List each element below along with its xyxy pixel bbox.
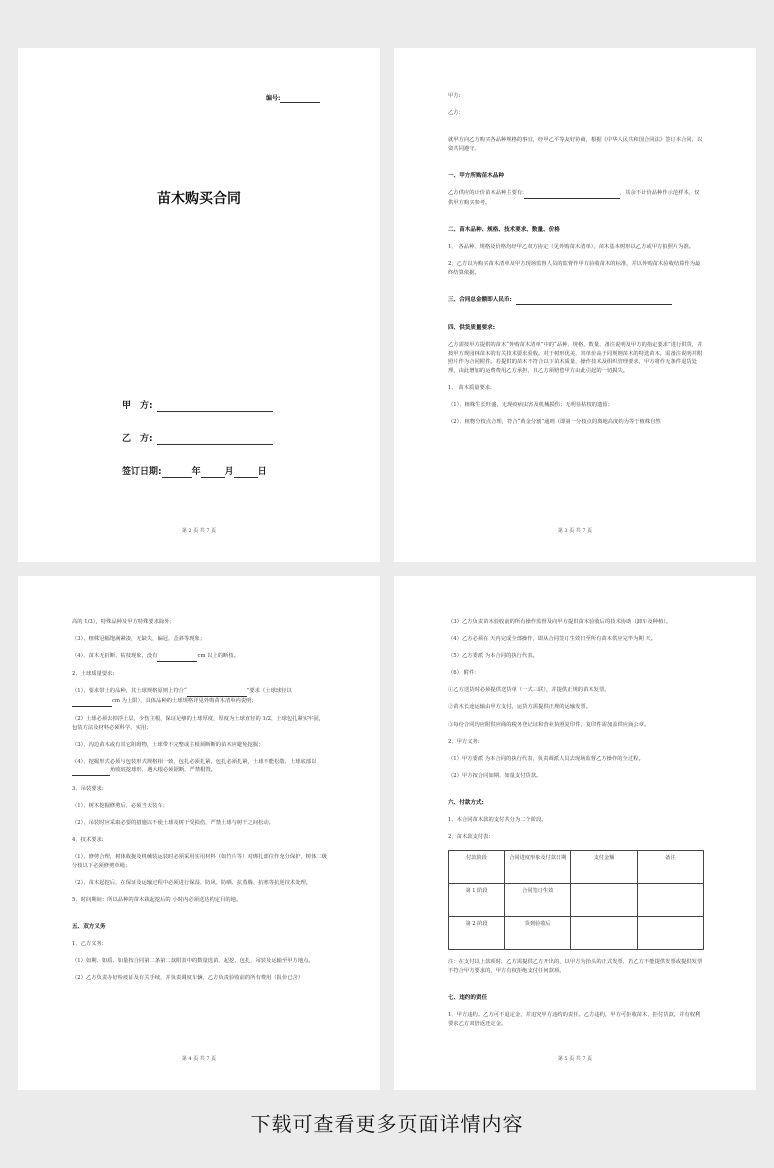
paragraph: （1）如期、如质、如量按合同第二条第二款附表中的数量选苗、起挖、包扎、吊装及运输至甲方地点。	[72, 958, 314, 965]
party-a-blank	[157, 401, 273, 412]
sign-date-label: 签订日期:	[122, 467, 162, 477]
party-b-blank	[157, 434, 273, 445]
contract-page-3	[18, 576, 380, 1090]
party-b-row	[122, 431, 273, 445]
paragraph: （3）、沟边苗木或有其它阻碍物，土球带不完整或主根须断断的苗木应避免挖掘；	[72, 741, 264, 748]
payment-table	[448, 850, 704, 950]
table-cell: 第 1 阶段	[449, 884, 505, 917]
paragraph: 高的 1/3），特殊品种及甲方特殊要求除外；	[72, 619, 175, 625]
table-cell: 第 2 阶段	[449, 917, 505, 950]
party-b-line: 乙方:	[448, 110, 461, 117]
page-body	[448, 92, 704, 435]
table-header-cell: 备注	[637, 851, 703, 884]
section-4-item-1: 1、 苗木质量要求:	[448, 384, 492, 391]
paragraph: 1、本合同苗木款的支付共分为二个阶段。	[448, 817, 547, 824]
section-1-text: 乙方供应的计价苗木品种主要有: ，其余不计价品种作示范样本，仅供甲方购买参考。	[448, 190, 700, 206]
section-4-item-1-1: （1）、植株生长旺盛，无现疫病虫害及机械损伤；无明显枯枝的遗留；	[448, 402, 613, 409]
table-header-cell: 付款阶段	[449, 851, 505, 884]
contract-page-2	[394, 48, 756, 562]
paragraph: （6） 附件:	[448, 670, 477, 677]
page-footer: 第 5 页 共 7 页	[557, 1056, 593, 1062]
table-cell	[637, 917, 703, 950]
year-label: 年	[191, 467, 201, 477]
paragraph: ①乙方送货时必须提供送货单（一式三联），并提供正规的苗木发票。	[448, 687, 610, 694]
paragraph: （1）、树木挖掘修剪后，必须当天装车；	[72, 802, 169, 809]
section-6-heading: 六、付款方式:	[448, 799, 484, 806]
paragraph: 5、时间期间：所以品种的苗木栽起挖后的 小时内必须送达约定目的地。	[72, 896, 242, 903]
paragraph: 2、甲方义务:	[448, 738, 480, 745]
day-label: 日	[257, 467, 267, 477]
section-3-heading: 三、合同总金额即人民币:	[448, 296, 704, 306]
contract-page-4	[394, 576, 756, 1090]
paragraph: 1、乙方义务:	[72, 940, 104, 947]
paragraph: （4）乙方必须在 天内完成全部操作，即从合同签订生效日至所有苗木供应完毕为期 天。	[448, 636, 657, 643]
paragraph: ③每份合同均应附供应商的税务登记证和营业执照复印件，复印件需加盖供应商公章。	[448, 721, 650, 728]
section-4-paragraph: 乙方需按甲方提供的苗木“外购苗木清单”中的“品种、规格、数量、备注说明及甲方的指定要求”进行供货，并按甲方规园林苗木的有关技术要求验收。对于树形优美，其单价高于同规则苗木的特选苗木，需备注说明并附照片作为合同附件。若提供的苗木不符合以下苗木质量、操作技术及组织管理要求，甲方将作无条件退货处理，由此增加的运费费用乙方承担，且乙方须赔偿甲方由此引起的一切损失。	[448, 342, 703, 374]
paragraph: 3、吊装要求:	[72, 785, 104, 792]
table-cell	[571, 917, 637, 950]
section-7-heading: 七、违约的责任	[448, 995, 488, 1001]
contract-number	[266, 93, 320, 103]
section-2-item-1: 1、 各品种、规格及价格均经甲乙双方协定（见外购苗木清单），苗木基本树形以乙方或甲方拍照片为准。	[448, 243, 695, 250]
table-row	[449, 884, 704, 917]
table-header-cell: 支付金额	[571, 851, 637, 884]
page-body	[448, 618, 704, 1037]
paragraph: （4）、挖掘形式必须与包装形式规格相一致，包扎必须扎紧，包扎必须扎紧，土球不能松散，土球底部以 角收底挖球形，遇大根必须锯断，严禁根毁。	[72, 758, 328, 776]
paragraph: 2、苗木款支付表:	[448, 834, 491, 841]
paragraph: （5）乙方委派 为本合同的执行代表。	[448, 653, 538, 660]
page-footer: 第 2 页 共 7 页	[181, 528, 217, 534]
paragraph: （3）、植株冠幅饱满紧凑，无缺失，偏冠，歪斜等现象；	[72, 636, 206, 643]
paragraph: 2、土球质量要求:	[72, 671, 115, 678]
download-caption: 下载可查看更多页面详情内容	[250, 1112, 524, 1136]
section-2-heading: 二、苗木品种、规格、技术要求、数量、价格	[448, 226, 560, 233]
paragraph: （3）乙方负责苗木验收前的所有操作监督及向甲方提供苗木验收后的技术协助（卸车及种植）。	[448, 619, 672, 625]
paragraph: （4）、苗木无折断、枯枝现象，没有 cm 以上的断枝。	[72, 652, 328, 662]
section-4-item-1-2: （2）、植物分枝点合理，符合“黄金分割”通则（即第一分枝点的离地高度约为等于植株自然	[448, 419, 661, 426]
paragraph: （2）、吊装时应采取必要的措施以不使土球及树干受损伤，严禁土球与树干之间松动。	[72, 819, 275, 826]
table-cell	[571, 884, 637, 917]
paragraph: ②苗木长途运输由甲方支付，运货方需提供正规的运输发票。	[448, 704, 592, 711]
party-a-line: 甲方:	[448, 93, 461, 99]
payment-note: 注：在支付以上款项时，乙方需提供乙方开出的，以甲方为抬头的正式发票，若乙方不能提供发票或提供发票不符合甲方要求的，甲方有权拒绝支付任何款项。	[448, 959, 703, 974]
table-header-cell: 合同进度形象及付款日期	[505, 851, 571, 884]
paragraph: （2）乙方负责办好检疫证及有关手续，并负责调度车辆，乙方负责验收前的所有费用（报价已含）	[72, 975, 304, 982]
table-header-row	[449, 851, 704, 884]
section-4-heading: 四、供货质量要求:	[448, 324, 495, 331]
table-row	[449, 917, 704, 950]
party-b-label: 乙 方:	[122, 434, 153, 444]
sign-date-row	[122, 464, 267, 478]
page-body	[72, 618, 328, 991]
number-label: 编号:	[266, 95, 281, 102]
paragraph: （1）、修剪合理，树体收拢及机械装运装时必须采用实用材料（如竹片等）对绑扎部位作充分保护，树体二级分枝以下必须修剪草绳；	[72, 853, 327, 869]
month-label: 月	[224, 467, 234, 477]
paragraph: （2）、苗木起挖后，在保证及运输过程中必须进行保湿、防风、防晒、抗蒸腾、抗寒等抗逆技术处理。	[72, 879, 312, 886]
table-cell: 合同签订生效	[505, 884, 571, 917]
section-5-heading: 五、双方义务	[72, 923, 106, 930]
paragraph: 1、甲方违约。乙方可不退定金，并追究甲方违约的责任。乙方违约，甲方可拒收苗木，拒付货款，并有权利要求乙方双倍返还定金。	[448, 1012, 701, 1027]
party-a-label: 甲 方:	[122, 401, 153, 411]
page-footer: 第 3 页 共 7 页	[557, 528, 593, 534]
section-2-item-2: 2、乙方以为购买苗木清单及甲方现场监督人员的监督作甲方验收苗木的标准，并以外购苗木验收结算作为最终结算依据。	[448, 261, 701, 276]
paragraph: 4、技术要求:	[72, 836, 104, 843]
document-title: 苗木购买合同	[157, 191, 241, 207]
paragraph: （2）甲方按合同如期、如量支付货款。	[448, 772, 542, 779]
paragraph: （1）甲方委派 为本合同的执行代表，负责调派人员去现场监督乙方操作的全过程。	[448, 755, 644, 762]
table-cell	[637, 884, 703, 917]
table-cell: 货到验收后	[505, 917, 571, 950]
page-footer: 第 4 页 共 7 页	[181, 1056, 217, 1062]
paragraph: （2）土球必须去掉浮土层，少伤主根，保证足够的土球厚度，厚度为土球直径的 1/2，土球包扎紧实牢固，包装方法及材料必须科学、实用；	[72, 716, 324, 731]
paragraph: （1）、要求带土的品种，其土球规格原则上符合“ ”要求（土球球径以 cm 为上限），具体品种的土球规格详见外购苗木清单内说明；	[72, 687, 328, 706]
intro-paragraph: 就甲方向乙方购买各品种规格的事宜，经甲乙平等友好协商，根据《中华人民共和国合同法》签订本合同，以资共同遵守。	[448, 137, 703, 152]
section-1-heading: 一、甲方所购苗木品种	[448, 172, 504, 179]
party-a-row	[122, 398, 273, 412]
number-blank	[280, 95, 320, 103]
contract-page-cover	[18, 48, 380, 562]
